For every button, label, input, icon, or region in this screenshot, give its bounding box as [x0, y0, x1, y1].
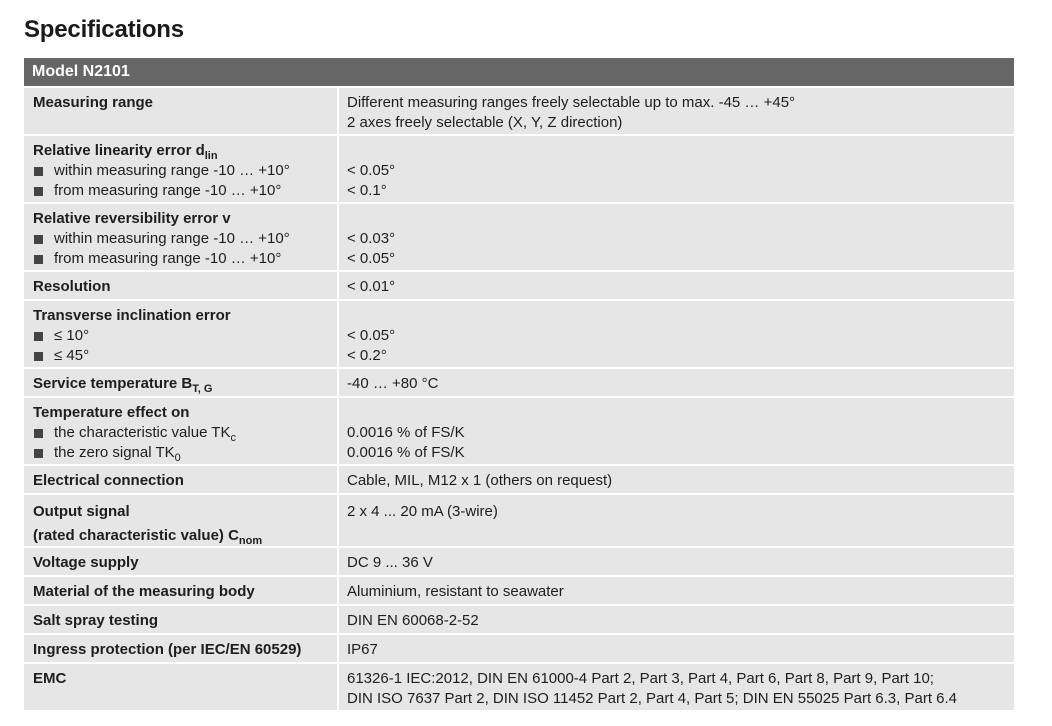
row-resolution	[24, 272, 1014, 299]
row-value: < 0.2°	[347, 347, 387, 364]
row-label: Relative reversibility error v	[33, 210, 231, 227]
value-cell	[339, 369, 1014, 396]
list-item: within measuring range -10 … +10°	[33, 229, 337, 249]
row-label: Salt spray testing	[33, 612, 159, 629]
label-cell	[24, 466, 337, 493]
subscript: nom	[238, 535, 263, 547]
row-reversibility-error	[24, 204, 1014, 270]
row-value: < 0.05°	[347, 250, 396, 267]
square-bullet-icon	[34, 187, 43, 196]
label-cell	[24, 272, 337, 299]
row-value: DIN EN 60068-2-52	[347, 612, 479, 629]
list-item: the zero signal $TK_0$	[33, 443, 337, 463]
list-item: ≤ 10°	[33, 326, 337, 346]
label-cell	[24, 301, 337, 367]
label-cell	[24, 548, 337, 575]
row-label: Temperature effect on	[33, 404, 190, 421]
row-electrical-connection	[24, 466, 1014, 493]
row-value: -40 … +80 °C	[347, 375, 439, 392]
row-salt-spray-testing	[24, 606, 1014, 633]
row-label: (rated characteristic value) $C_{nom}$	[33, 527, 263, 547]
square-bullet-icon	[34, 167, 43, 176]
row-label: Electrical connection	[33, 472, 184, 489]
row-value: 0.0016 % of FS/K	[347, 424, 465, 441]
row-value: < 0.05°	[347, 327, 396, 344]
row-voltage-supply	[24, 548, 1014, 575]
value-cell	[339, 301, 1014, 367]
specifications-table	[24, 58, 1014, 712]
row-label: Output signal	[33, 503, 130, 520]
row-label: Voltage supply	[33, 554, 139, 571]
square-bullet-icon	[34, 352, 43, 361]
label-cell	[24, 664, 337, 710]
square-bullet-icon	[34, 235, 43, 244]
row-value: 2 axes freely selectable (X, Y, Z direction)	[347, 114, 623, 131]
row-label: Measuring range	[33, 94, 154, 111]
row-label: Material of the measuring body	[33, 583, 255, 600]
row-label: Relative linearity error $d_{lin}$	[33, 142, 218, 162]
row-emc	[24, 664, 1014, 710]
list-item: within measuring range -10 … +10°	[33, 161, 337, 181]
list-item: from measuring range -10 … +10°	[33, 181, 337, 201]
row-value: Cable, MIL, M12 x 1 (others on request)	[347, 472, 613, 489]
row-value: Different measuring ranges freely selectable up to max. -45 … +45°	[347, 94, 796, 111]
row-material	[24, 577, 1014, 604]
value-cell	[339, 466, 1014, 493]
row-label: EMC	[33, 670, 67, 687]
row-value: 2 x 4 ... 20 mA (3-wire)	[347, 503, 498, 520]
row-linearity-error	[24, 136, 1014, 202]
row-value: < 0.05°	[347, 162, 396, 179]
subscript: lin	[204, 150, 218, 162]
row-ingress-protection	[24, 635, 1014, 662]
label-cell	[24, 398, 337, 464]
value-cell	[339, 495, 1014, 546]
value-cell	[339, 548, 1014, 575]
page-title: Specifications	[24, 16, 184, 43]
label-cell	[24, 88, 337, 134]
row-service-temperature	[24, 369, 1014, 396]
value-cell	[339, 204, 1014, 270]
label-cell	[24, 606, 337, 633]
list-item: from measuring range -10 … +10°	[33, 249, 337, 269]
row-value: IP67	[347, 641, 378, 658]
row-transverse-inclination-error	[24, 301, 1014, 367]
label-cell	[24, 369, 337, 396]
row-label: Ingress protection (per IEC/EN 60529)	[33, 641, 302, 658]
row-label: Service temperature $B_{T, G}$	[33, 375, 213, 395]
subscript: T, G	[192, 383, 213, 395]
value-cell	[339, 272, 1014, 299]
row-output-signal	[24, 495, 1014, 546]
row-value: 0.0016 % of FS/K	[347, 444, 465, 461]
square-bullet-icon	[34, 449, 43, 458]
row-value: 61326-1 IEC:2012, DIN EN 61000-4 Part 2, Part 3, Part 4, Part 6, Part 8, Part 9, Part 10;	[347, 670, 934, 687]
value-cell	[339, 577, 1014, 604]
row-value: < 0.03°	[347, 230, 396, 247]
square-bullet-icon	[34, 429, 43, 438]
value-cell	[339, 88, 1014, 134]
value-cell	[339, 136, 1014, 202]
value-cell	[339, 606, 1014, 633]
square-bullet-icon	[34, 255, 43, 264]
label-cell	[24, 577, 337, 604]
row-value: DC 9 ... 36 V	[347, 554, 433, 571]
value-cell	[339, 664, 1014, 710]
square-bullet-icon	[34, 332, 43, 341]
row-temperature-effect	[24, 398, 1014, 464]
value-cell	[339, 635, 1014, 662]
row-value: Aluminium, resistant to seawater	[347, 583, 564, 600]
label-cell	[24, 204, 337, 270]
row-measuring-range	[24, 88, 1014, 134]
row-label: Transverse inclination error	[33, 307, 231, 324]
label-cell	[24, 495, 337, 546]
model-header: Model N2101	[24, 58, 1014, 86]
label-cell	[24, 136, 337, 202]
row-value: < 0.01°	[347, 278, 396, 295]
value-cell	[339, 398, 1014, 464]
row-value: DIN ISO 7637 Part 2, DIN ISO 11452 Part 2, Part 4, Part 5; DIN EN 55025 Part 6.3, Part 6.4	[347, 690, 958, 707]
list-item: ≤ 45°	[33, 346, 337, 366]
row-label: Resolution	[33, 278, 111, 295]
label-cell	[24, 635, 337, 662]
row-value: < 0.1°	[347, 182, 387, 199]
list-item: the characteristic value $TK_c$	[33, 423, 337, 443]
